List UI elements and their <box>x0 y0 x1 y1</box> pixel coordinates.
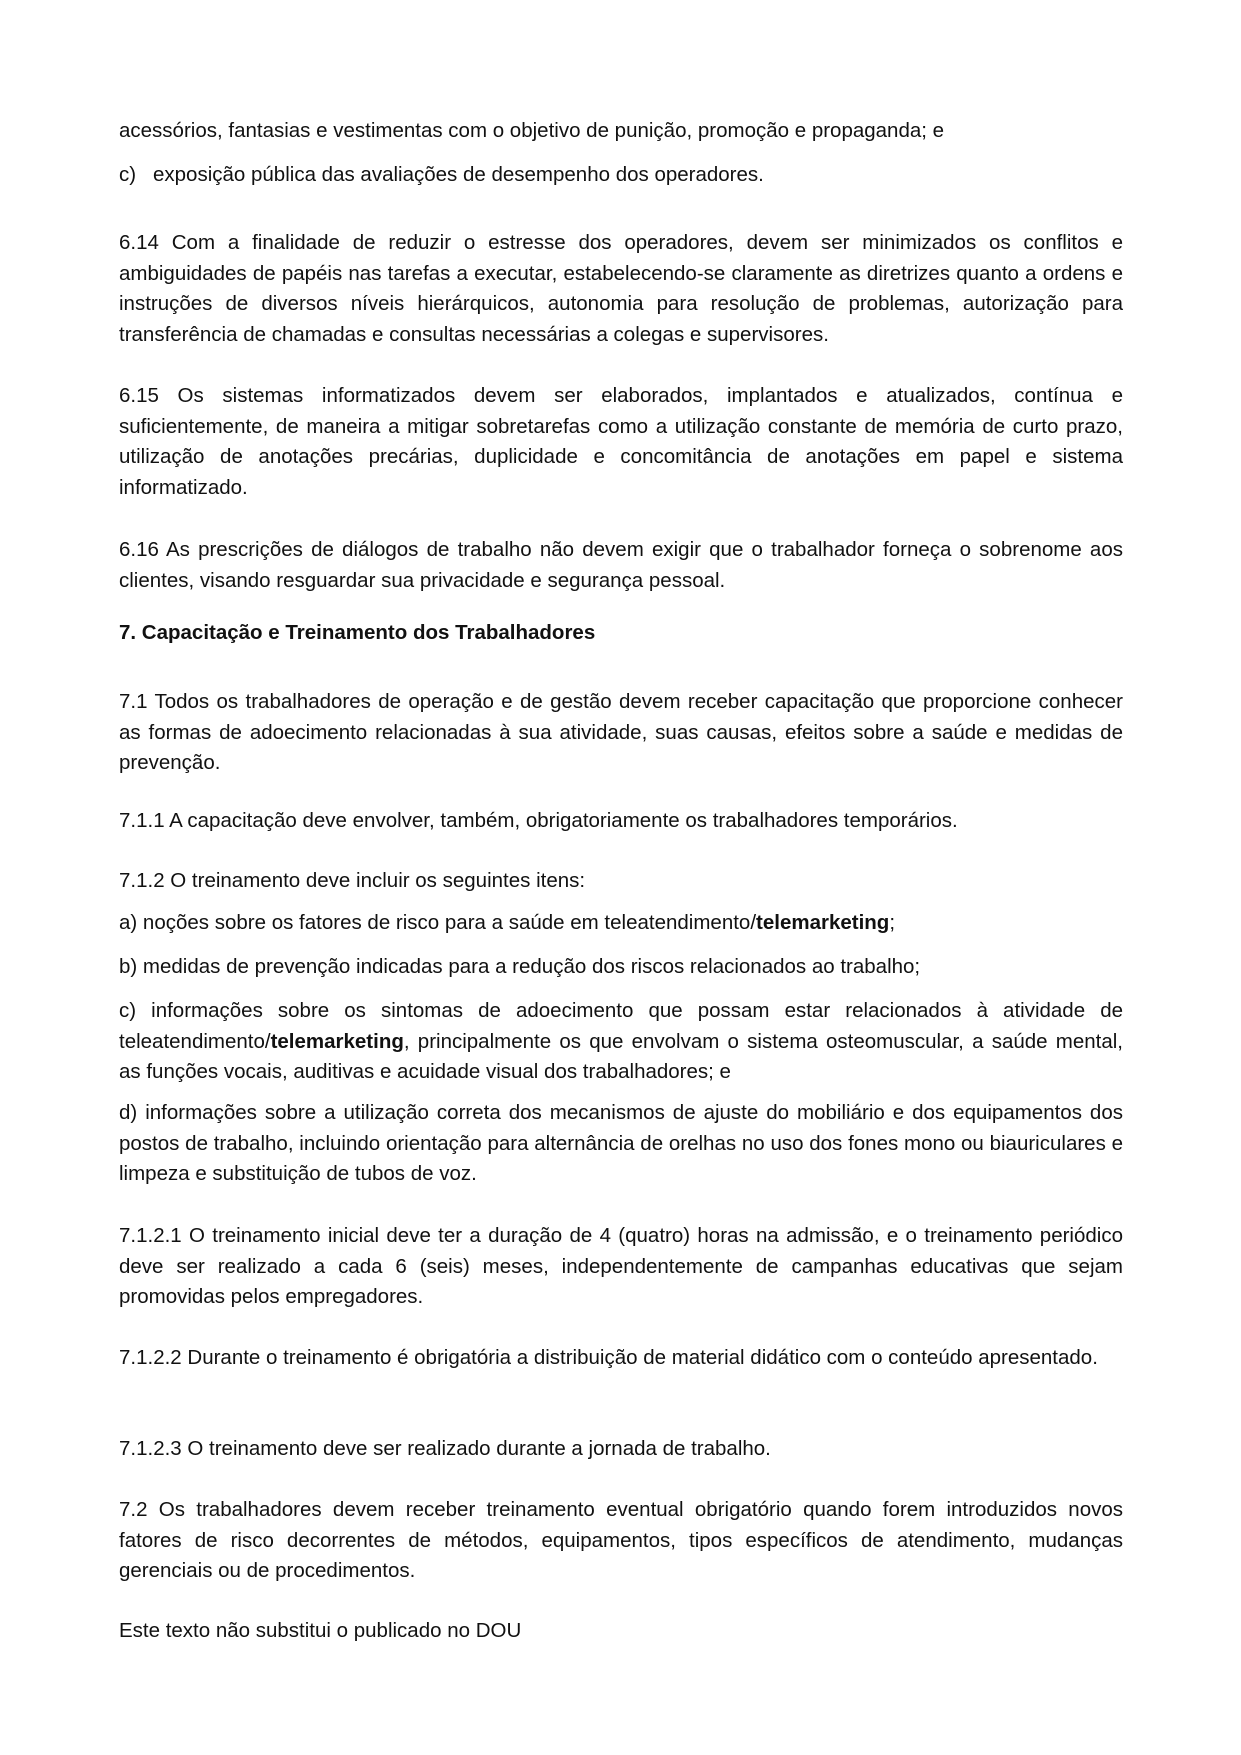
section-heading-7: 7. Capacitação e Treinamento dos Trabalhadores <box>119 621 596 644</box>
list-item-text: c) informações sobre os sintomas de adoecimento que possam estar relacionados à atividade de teleatendimento/ <box>119 999 1123 1053</box>
paragraph-7-2: 7.2 Os trabalhadores devem receber treinamento eventual obrigatório quando forem introduzidos novos fatores de risco decorrentes de métodos, equipamentos, tipos específicos de atendimento, mudanças gerenciais ou de procedimentos. <box>119 1498 1123 1582</box>
emphasis-text: telemarketing <box>756 911 890 934</box>
list-item-text: exposição pública das avaliações de desempenho dos operadores. <box>153 163 764 186</box>
list-item-b: b) medidas de prevenção indicadas para a redução dos riscos relacionados ao trabalho; <box>119 955 921 978</box>
item-b-continuation: acessórios, fantasias e vestimentas com o objetivo de punição, promoção e propaganda; e <box>119 119 945 142</box>
list-item-text: ; <box>889 911 896 934</box>
emphasis-text: telemarketing <box>270 1029 404 1053</box>
list-item-d: d) informações sobre a utilização correta dos mecanismos de ajuste do mobiliário e dos equipamentos dos postos de trabalho, incluindo orientação para alternância de orelhas no uso dos fones mono ou biauriculares e limpeza e substituição de tubos de voz. <box>119 1101 1123 1185</box>
paragraph-7-1-2-3: 7.1.2.3 O treinamento deve ser realizado durante a jornada de trabalho. <box>119 1437 771 1460</box>
list-item-text: a) noções sobre os fatores de risco para a saúde em teleatendimento/ <box>119 911 757 934</box>
paragraph-6-15: 6.15 Os sistemas informatizados devem ser elaborados, implantados e atualizados, contínua e suficientemente, de maneira a mitigar sobretarefas como a utilização constante de memória de curto prazo, utilização de anotações precárias, duplicidade e concomitância de anotações em papel e sistema informatizado. <box>119 384 1123 499</box>
footer-note: Este texto não substitui o publicado no DOU <box>119 1619 522 1642</box>
paragraph-7-1-2: 7.1.2 O treinamento deve incluir os seguintes itens: <box>119 869 586 892</box>
list-item-c-exposure <box>119 160 1123 191</box>
paragraph-6-16: 6.16 As prescrições de diálogos de trabalho não devem exigir que o trabalhador forneça o sobrenome aos clientes, visando resguardar sua privacidade e segurança pessoal. <box>119 538 1123 592</box>
list-item-text: , principalmente os que envolvam o sistema osteomuscular, a saúde mental, as funções vocais, auditivas e acuidade visual dos trabalhadores; e <box>119 1029 1123 1083</box>
list-item-c <box>119 996 1123 1088</box>
list-item-a <box>119 908 1123 939</box>
paragraph-7-1-2-2: 7.1.2.2 Durante o treinamento é obrigatória a distribuição de material didático com o conteúdo apresentado. <box>119 1346 1098 1369</box>
paragraph-7-1: 7.1 Todos os trabalhadores de operação e de gestão devem receber capacitação que proporcione conhecer as formas de adoecimento relacionadas à sua atividade, suas causas, efeitos sobre a saúde e medidas de prevenção. <box>119 690 1123 774</box>
paragraph-7-1-1: 7.1.1 A capacitação deve envolver, também, obrigatoriamente os trabalhadores temporários. <box>119 809 958 832</box>
list-marker: c) <box>119 163 137 186</box>
paragraph-6-14: 6.14 Com a finalidade de reduzir o estresse dos operadores, devem ser minimizados os conflitos e ambiguidades de papéis nas tarefas a executar, estabelecendo-se claramente as diretrizes quanto a ordens e instruções de diversos níveis hierárquicos, autonomia para resolução de problemas, autorização para transferência de chamadas e consultas necessárias a colegas e supervisores. <box>119 231 1123 346</box>
paragraph-7-1-2-1: 7.1.2.1 O treinamento inicial deve ter a duração de 4 (quatro) horas na admissão, e o treinamento periódico deve ser realizado a cada 6 (seis) meses, independentemente de campanhas educativas que sejam promovidas pelos empregadores. <box>119 1224 1123 1308</box>
